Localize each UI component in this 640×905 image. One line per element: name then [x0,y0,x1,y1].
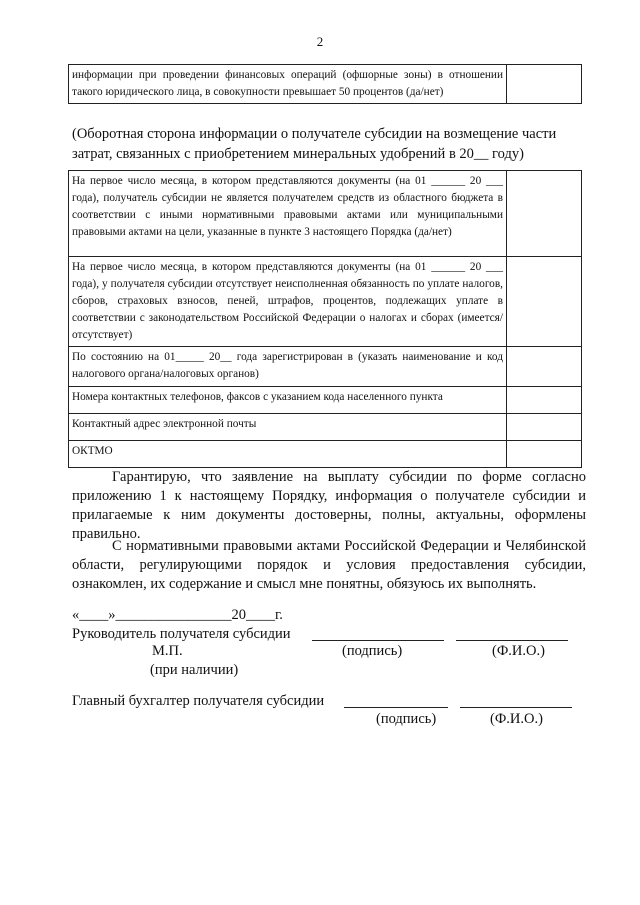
table-row [69,414,582,441]
table-cell-value[interactable] [507,414,582,441]
table-row [69,387,582,414]
table-cell-value[interactable] [507,257,582,347]
top-table [68,64,582,104]
accountant-signature-line[interactable] [344,707,448,708]
table-cell-label: Контактный адрес электронной почты [69,414,507,441]
stamp-note: (при наличии) [150,662,239,678]
accountant-signature-caption: (подпись) [376,711,437,727]
table-row [69,347,582,387]
table-cell-value[interactable] [507,347,582,387]
guarantee-paragraph: Гарантирую, что заявление на выплату субсидии по форме согласно приложению 1 к настоящему Порядку, информация о получателе субсидии и прилагаемые к ним документы достоверны, полны, актуальны, оформлены правильно. [72,469,586,542]
accountant-name-line[interactable] [460,707,572,708]
table-cell-label: информации при проведении финансовых операций (офшорные зоны) в отношении такого юридического лица, в совокупности превышает 50 процентов (да/нет) [69,65,507,104]
table-row [69,441,582,468]
stamp-label: М.П. [152,643,183,659]
table-cell-label: Номера контактных телефонов, факсов с указанием кода населенного пункта [69,387,507,414]
table-cell-label: По состоянию на 01_____ 20__ года зарегистрирован в (указать наименование и код налогового органа/налоговых органов) [69,347,507,387]
page-number: 2 [316,34,324,49]
table-cell-label: На первое число месяца, в котором представляются документы (на 01 ______ 20 ___ года), у получателя субсидии отсутствует неисполненная обязанность по уплате налогов, сборов, страховых взносов, пеней, штрафов, процентов, подлежащих уплате в соответствии с законодательством Российской Федерации о налогах и сборах (имеется/отсутствует) [69,257,507,347]
date-line: «____»________________20____г. [72,607,283,623]
head-signature-label: Руководитель получателя субсидии [72,626,291,642]
table-cell-label: На первое число месяца, в котором представляются документы (на 01 ______ 20 ___ года), получатель субсидии не является получателем средств из областного бюджета в соответствии с иными нормативными правовыми актами или муниципальными правовыми актами на цели, указанные в пункте 3 настоящего Порядка (да/нет) [69,171,507,257]
table-row [69,171,582,257]
acknowledgement-paragraph: С нормативными правовыми актами Российской Федерации и Челябинской области, регулирующими порядок и условия предоставления субсидии, ознакомлен, их содержание и смысл мне понятны, обязуюсь их выполнять. [72,538,586,592]
head-signature-line[interactable] [312,640,444,641]
accountant-signature-label: Главный бухгалтер получателя субсидии [72,693,325,709]
table-caption: (Оборотная сторона информации о получателе субсидии на возмещение части затрат, связанных с приобретением минеральных удобрений в 20__ году) [72,126,557,162]
head-name-caption: (Ф.И.О.) [492,643,545,659]
head-name-line[interactable] [456,640,568,641]
table-cell-value[interactable] [507,171,582,257]
table-row [69,65,582,104]
recipient-info-table [68,170,582,468]
table-cell-label: ОКТМО [69,441,507,468]
head-signature-caption: (подпись) [342,643,403,659]
table-cell-value[interactable] [507,65,582,104]
table-cell-value[interactable] [507,441,582,468]
table-row [69,257,582,347]
accountant-name-caption: (Ф.И.О.) [490,711,543,727]
table-cell-value[interactable] [507,387,582,414]
